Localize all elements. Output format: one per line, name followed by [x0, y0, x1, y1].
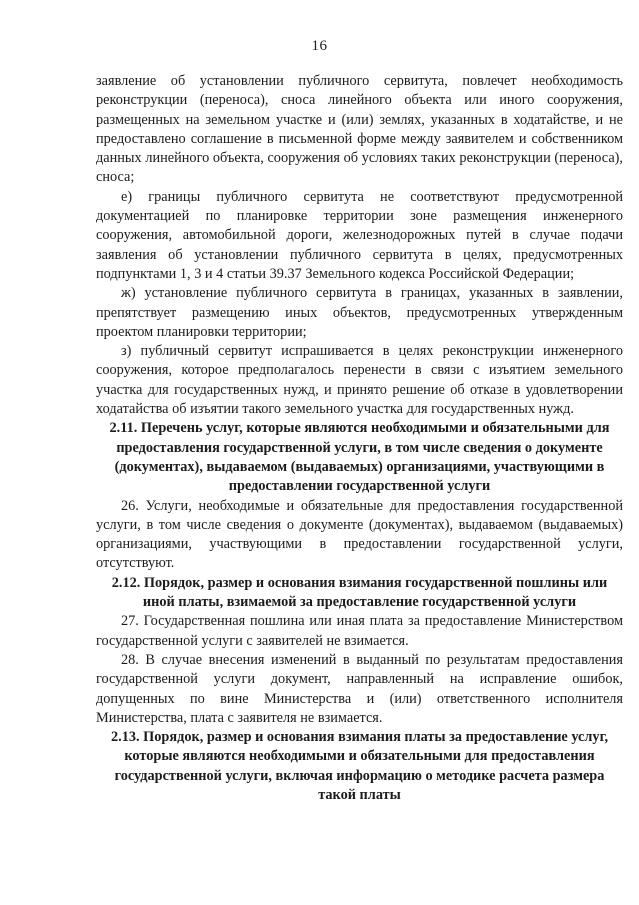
- page-body: [96, 72, 623, 805]
- paragraph-item-z: з) публичный сервитут испрашивается в целях реконструкции инженерного сооружения, которое предполагалось перенести в связи с изъятием земельного участка для государственных нужд, и принято решение об отказе в удовлетворении ходатайства об изъятии такого земельного участка для государственных нужд.: [96, 343, 623, 418]
- section-heading-2-12: 2.12. Порядок, размер и основания взимания государственной пошлины или иной платы, взимаемой за предоставление государственной услуги: [111, 574, 608, 611]
- paragraph-26: 26. Услуги, необходимые и обязательные для предоставления государственной услуги, в том числе сведения о документе (документах), выдаваемом (выдаваемых) организациями, участвующими в предоставлении государственной услуги, отсутствуют.: [96, 497, 623, 572]
- paragraph-item-e: е) границы публичного сервитута не соответствуют предусмотренной документацией по планировке территории зоне размещения инженерного сооружения, автомобильной дороги, железнодорожных путей в случае подачи заявления об установлении публичного сервитута в целях, предусмотренных подпунктами 1, 3 и 4 статьи 39.37 Земельного кодекса Российской Федерации;: [96, 188, 623, 282]
- paragraph-item-zh: ж) установление публичного сервитута в границах, указанных в заявлении, препятствует размещению иных объектов, предусмотренных утвержденным проектом планировки территории;: [96, 285, 623, 340]
- paragraph-27: 27. Государственная пошлина или иная плата за предоставление Министерством государственной услуги с заявителей не взимается.: [96, 613, 623, 649]
- page-number: 16: [311, 38, 328, 54]
- paragraph-28: 28. В случае внесения изменений в выданный по результатам предоставления государственной услуги документ, направленный на исправление ошибок, допущенных по вине Министерства и (или) ответственного исполнителя Министерства, плата с заявителя не взимается.: [96, 651, 623, 726]
- section-heading-2-11: 2.11. Перечень услуг, которые являются необходимыми и обязательными для предоставления государственной услуги, в том числе сведения о документе (документах), выдаваемом (выдаваемых) организациями, участвующими в предоставлении государственной услуги: [109, 420, 610, 495]
- section-heading-2-13: 2.13. Порядок, размер и основания взимания платы за предоставление услуг, которые являются необходимыми и обязательными для предоставления государственной услуги, включая информацию о методике расчета размера такой платы: [110, 729, 609, 803]
- paragraph-continuation: заявление об установлении публичного сервитута, повлечет необходимость реконструкции (переноса), сноса линейного объекта или иного сооружения, размещенных на земельном участке и (или) землях, указанных в ходатайстве, и не предоставлено соглашение в письменной форме между заявителем и собственником данных линейного объекта, сооружения об условиях таких реконструкции (переноса), сноса;: [96, 73, 623, 186]
